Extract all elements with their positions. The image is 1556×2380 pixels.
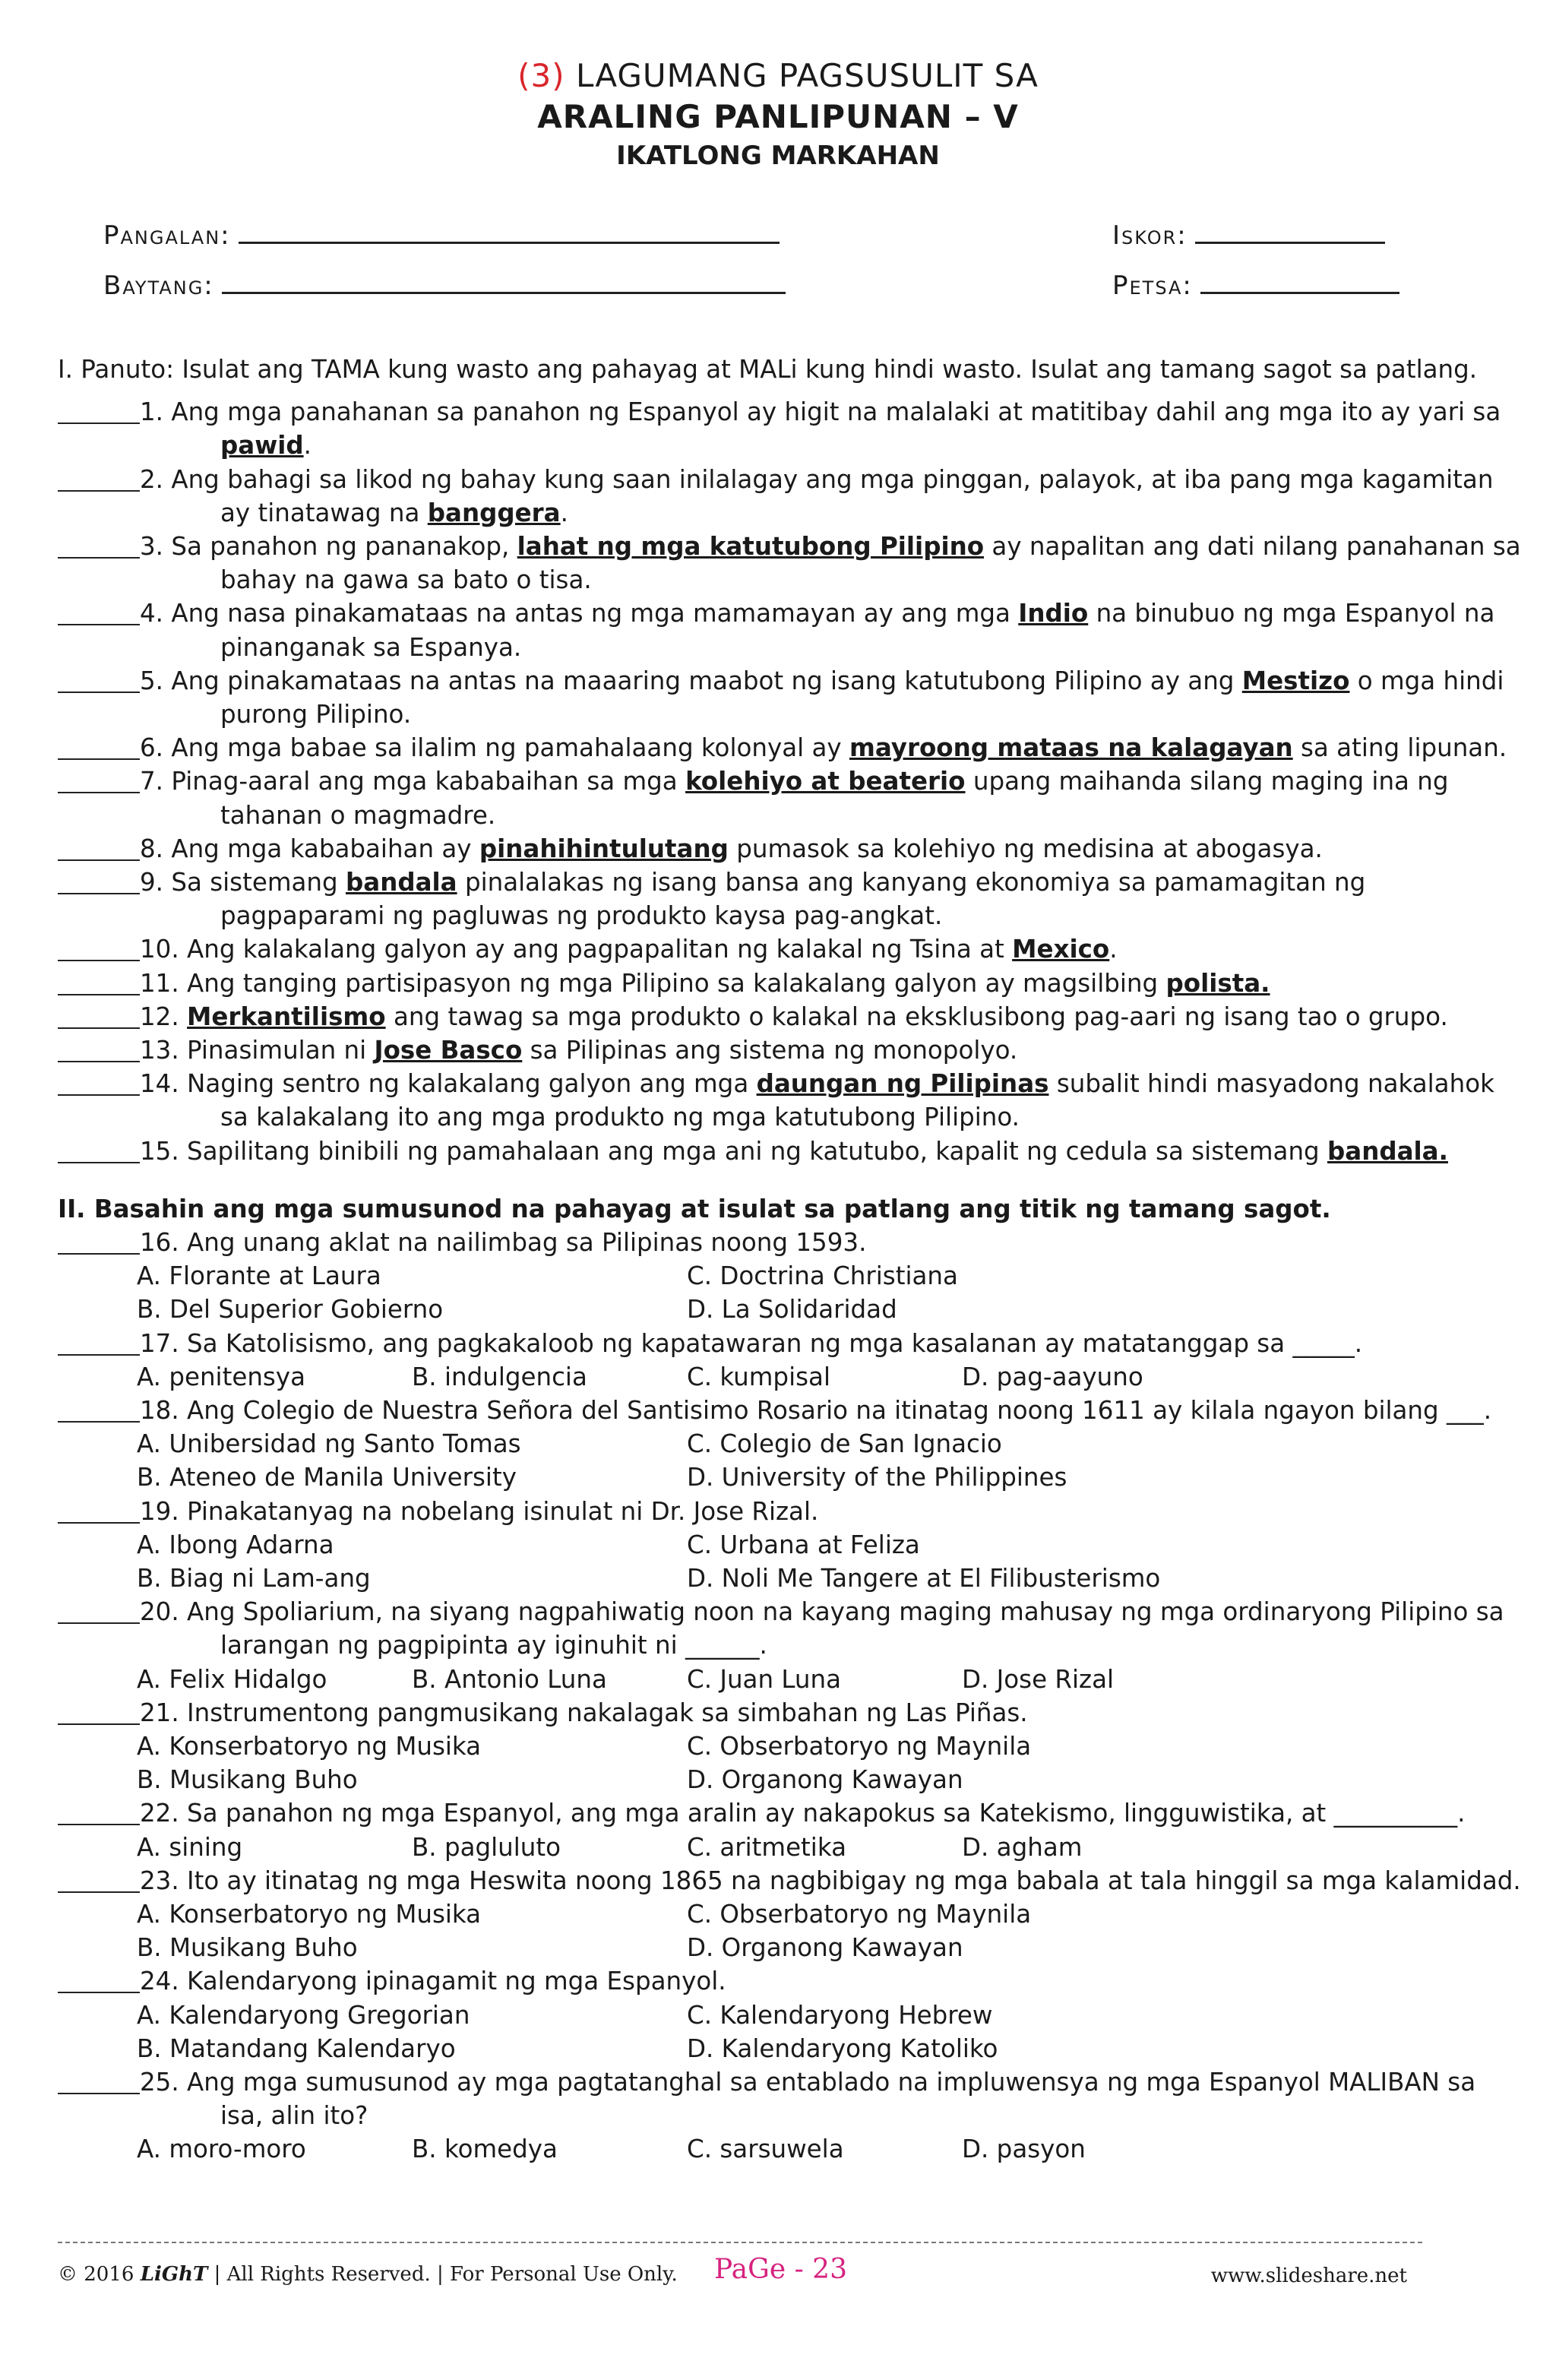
answer-blank[interactable]	[58, 960, 140, 961]
underlined-term: pawid	[220, 431, 304, 460]
choice-option[interactable]: B. Ateneo de Manila University	[137, 1463, 517, 1492]
statement-end: o mga hindi purong Pilipino.	[220, 666, 1504, 730]
choice-option[interactable]: D. Noli Me Tangere at El Filibusterismo	[687, 1564, 1161, 1594]
choice-row	[137, 1293, 1524, 1326]
tf-item	[58, 1033, 1524, 1067]
statement-text: 7. Pinag-aaral ang mga kababaihan sa mga	[140, 767, 678, 796]
rights-text: | All Rights Reserved. | For Personal Use Only.	[213, 2263, 678, 2286]
question-text: 22. Sa panahon ng mga Espanyol, ang mga aralin ay nakapokus sa Katekismo, lingguwistika, at __________.	[140, 1799, 1466, 1828]
statement-end: ay napalitan ang dati nilang panahanan sa bahay na gawa sa bato o tisa.	[220, 532, 1521, 595]
mc-item	[58, 1226, 1524, 1327]
answer-blank[interactable]	[58, 1723, 140, 1725]
statement-text: 2. Ang bahagi sa likod ng bahay kung saan inilalagay ang mga pinggan, palayok, at iba pang mga kagamitan ay tinatawag na	[140, 464, 1494, 527]
tf-statement	[140, 764, 1524, 831]
statement-end: .	[560, 498, 568, 527]
question-text: 21. Instrumentong pangmusikang nakalagak sa simbahan ng Las Piñas.	[140, 1698, 1028, 1727]
tf-statement	[140, 1067, 1524, 1134]
statement-end: na binubuo ng mga Espanyol na pinanganak sa Espanya.	[220, 599, 1495, 662]
question-text: 24. Kalendaryong ipinagamit ng mga Espanyol.	[140, 1967, 726, 1996]
answer-blank[interactable]	[58, 1061, 140, 1062]
tf-item	[58, 932, 1524, 966]
statement-text: 13. Pinasimulan ni	[140, 1036, 367, 1065]
answer-blank[interactable]	[58, 758, 140, 760]
test-number: (3)	[517, 57, 565, 94]
footer-copyright	[58, 2263, 678, 2286]
statement-end: pumasok sa kolehiyo ng medisina at abogasya.	[736, 834, 1323, 863]
choice-option[interactable]: A. Florante at Laura	[137, 1261, 381, 1291]
question-text: 20. Ang Spoliarium, na siyang nagpahiwatig noon na kayang maging mahusay ng mga ordinaryong Pilipino sa larangan ng pagpipinta ay iginuhit ni ______.	[140, 1597, 1504, 1660]
answer-blank[interactable]	[58, 1622, 140, 1624]
choice-option[interactable]: D. pag-aayuno	[962, 1362, 1143, 1391]
choice-option[interactable]: D. pasyon	[962, 2135, 1086, 2164]
choice-option[interactable]: C. Obserbatoryo ng Maynila	[687, 1732, 1032, 1761]
answer-blank[interactable]	[58, 490, 140, 492]
choice-option[interactable]: A. Konserbatoryo ng Musika	[137, 1899, 482, 1929]
name-label: Pangalan:	[103, 220, 231, 251]
statement-end: pinalalakas ng isang bansa ang kanyang ekonomiya sa pamamagitan ng pagpaparami ng pagluwas ng produkto kaysa pag-angkat.	[220, 868, 1366, 931]
choice-option[interactable]: D. University of the Philippines	[687, 1463, 1067, 1492]
brand-name: LiGhT	[140, 2263, 208, 2286]
tf-item	[58, 530, 1524, 597]
name-blank[interactable]	[239, 216, 780, 244]
answer-blank[interactable]	[58, 1253, 140, 1255]
answer-blank[interactable]	[58, 624, 140, 625]
underlined-term: bandala	[346, 868, 457, 897]
tf-item	[58, 395, 1524, 462]
tf-statement	[140, 1033, 1524, 1067]
tf-statement	[140, 1135, 1524, 1168]
tf-statement	[140, 866, 1524, 932]
score-label: Iskor:	[1112, 220, 1188, 251]
answer-blank[interactable]	[58, 1094, 140, 1096]
footer-divider	[58, 2242, 1422, 2243]
choice-option[interactable]: C. Juan Luna	[687, 1664, 842, 1694]
mc-item	[58, 2065, 1524, 2166]
tf-item	[58, 664, 1524, 731]
statement-text: 12.	[140, 1002, 179, 1031]
choice-row	[137, 1663, 1524, 1696]
underlined-term: Indio	[1018, 599, 1089, 628]
grade-label: Baytang:	[103, 271, 214, 301]
choice-option[interactable]: B. Musikang Buho	[137, 1765, 358, 1795]
choice-option[interactable]: C. Kalendaryong Hebrew	[687, 2000, 993, 2030]
part2-items	[58, 1226, 1524, 2166]
underlined-term: bandala.	[1327, 1136, 1448, 1166]
choice-option[interactable]: D. La Solidaridad	[687, 1295, 897, 1325]
mc-item	[58, 1495, 1524, 1596]
subject-title: ARALING PANLIPUNAN – V	[537, 98, 1019, 135]
choice-row	[137, 1562, 1524, 1595]
choice-option[interactable]: B. komedya	[412, 2135, 558, 2164]
statement-end: ang tawag sa mga produkto o kalakal na eksklusibong pag-aari ng isang tao o grupo.	[393, 1002, 1448, 1031]
choice-option[interactable]: A. sining	[137, 1832, 243, 1862]
choice-option[interactable]: A. Felix Hidalgo	[137, 1664, 327, 1694]
quarter-title: IKATLONG MARKAHAN	[616, 141, 940, 171]
statement-text: 15. Sapilitang binibili ng pamahalaan ang mga ani ng katutubo, kapalit ng cedula sa sistemang	[140, 1136, 1320, 1166]
choice-row	[137, 1831, 1524, 1864]
question-text: 23. Ito ay itinatag ng mga Heswita noong 1865 na nagbibigay ng mga babala at tala hinggil sa mga kalamidad.	[140, 1866, 1521, 1895]
answer-blank[interactable]	[58, 893, 140, 894]
choice-option[interactable]: C. Doctrina Christiana	[687, 1261, 958, 1291]
mc-item	[58, 1864, 1524, 1965]
answer-blank[interactable]	[58, 1421, 140, 1423]
question-text: 25. Ang mga sumusunod ay mga pagtatanghal sa entablado na impluwensya ng mga Espanyol MALIBAN sa isa, alin ito?	[140, 2067, 1476, 2131]
underlined-term: pinahihintulutang	[479, 834, 729, 863]
choice-option[interactable]: A. Konserbatoryo ng Musika	[137, 1732, 482, 1761]
document-header	[0, 55, 1556, 175]
underlined-term: Jose Basco	[374, 1036, 523, 1065]
name-field[interactable]	[103, 216, 780, 251]
tf-item	[58, 832, 1524, 866]
tf-item	[58, 463, 1524, 530]
answer-blank[interactable]	[58, 557, 140, 559]
choice-option[interactable]: C. Urbana at Feliza	[687, 1530, 920, 1559]
part1-items	[58, 395, 1524, 1168]
mc-item	[58, 1696, 1524, 1797]
tf-statement	[140, 967, 1524, 1000]
tf-item	[58, 1000, 1524, 1033]
statement-end: upang maihanda silang maging ina ng tahanan o magmadre.	[220, 767, 1449, 830]
grade-blank[interactable]	[222, 266, 786, 294]
choice-row	[137, 1763, 1524, 1796]
choice-option[interactable]: D. agham	[962, 1832, 1083, 1862]
tf-item	[58, 1135, 1524, 1168]
statement-text: 4. Ang nasa pinakamataas na antas ng mga mamamayan ay ang mga	[140, 599, 1010, 628]
date-label: Petsa:	[1112, 271, 1193, 301]
statement-end: .	[1109, 935, 1118, 964]
choice-row	[137, 1931, 1524, 1964]
choice-row	[137, 1528, 1524, 1562]
test-title	[0, 55, 1556, 97]
copyright-text: © 2016	[58, 2263, 134, 2286]
statement-text: 1. Ang mga panahanan sa panahon ng Espanyol ay higit na malalaki at matitibay dahil ang mga ito ay yari sa	[140, 397, 1501, 427]
tf-statement	[140, 597, 1524, 663]
underlined-term: Mestizo	[1241, 666, 1350, 695]
question-text: 17. Sa Katolisismo, ang pagkakaloob ng kapatawaran ng mga kasalanan ay matatanggap sa _____.	[140, 1328, 1363, 1358]
date-field[interactable]	[1112, 266, 1399, 301]
answer-blank[interactable]	[58, 792, 140, 793]
statement-end: sa ating lipunan.	[1301, 733, 1507, 763]
test-content	[58, 353, 1524, 2166]
choice-row	[137, 2132, 1524, 2166]
choice-option[interactable]: A. Ibong Adarna	[137, 1530, 334, 1559]
choice-row	[137, 1897, 1524, 1931]
date-blank[interactable]	[1200, 266, 1399, 294]
answer-blank[interactable]	[58, 1824, 140, 1825]
choice-option[interactable]: B. Antonio Luna	[412, 1664, 607, 1694]
answer-blank[interactable]	[58, 692, 140, 693]
choice-option[interactable]: C. kumpisal	[687, 1362, 830, 1391]
mc-item	[58, 1796, 1524, 1863]
tf-item	[58, 597, 1524, 663]
choice-option[interactable]: C. aritmetika	[687, 1832, 846, 1862]
statement-text: 14. Naging sentro ng kalakalang galyon ang mga	[140, 1069, 749, 1099]
question-text: 16. Ang unang aklat na nailimbag sa Pilipinas noong 1593.	[140, 1228, 867, 1258]
answer-blank[interactable]	[58, 1522, 140, 1524]
tf-statement	[140, 832, 1524, 866]
underlined-term: Mexico	[1012, 935, 1110, 964]
tf-item	[58, 967, 1524, 1000]
grade-field[interactable]	[103, 266, 786, 301]
choice-row	[137, 1427, 1524, 1461]
choice-option[interactable]: A. Kalendaryong Gregorian	[137, 2000, 470, 2030]
choice-row	[137, 1360, 1524, 1394]
choice-row	[137, 1999, 1524, 2032]
choice-option[interactable]: D. Kalendaryong Katoliko	[687, 2033, 998, 2063]
statement-text: 9. Sa sistemang	[140, 868, 338, 897]
score-field[interactable]	[1112, 216, 1385, 251]
choice-option[interactable]: D. Organong Kawayan	[687, 1933, 963, 1963]
choice-option[interactable]: C. sarsuwela	[687, 2135, 844, 2164]
statement-end: subalit hindi masyadong nakalahok sa kalakalang ito ang mga produkto ng mga katutubong Pilipino.	[220, 1069, 1494, 1132]
choice-option[interactable]: C. Obserbatoryo ng Maynila	[687, 1899, 1032, 1929]
underlined-term: mayroong mataas na kalagayan	[849, 733, 1293, 763]
answer-blank[interactable]	[58, 1992, 140, 1993]
choice-option[interactable]: B. Matandang Kalendaryo	[137, 2033, 456, 2063]
choice-option[interactable]: C. Colegio de San Ignacio	[687, 1429, 1002, 1459]
choice-row	[137, 1259, 1524, 1293]
choice-option[interactable]: B. Biag ni Lam-ang	[137, 1564, 371, 1594]
underlined-term: Merkantilismo	[187, 1002, 386, 1031]
choice-option[interactable]: A. moro-moro	[137, 2135, 306, 2164]
tf-item	[58, 866, 1524, 932]
mc-item	[58, 1595, 1524, 1696]
site-url[interactable]: www.slideshare.net	[1210, 2264, 1407, 2287]
mc-item	[58, 1327, 1524, 1394]
answer-blank[interactable]	[58, 1891, 140, 1893]
choice-row	[137, 2032, 1524, 2065]
statement-text: 3. Sa panahon ng pananakop,	[140, 532, 510, 562]
answer-blank[interactable]	[58, 423, 140, 424]
page-number: PaGe - 23	[714, 2254, 847, 2285]
underlined-term: lahat ng mga katutubong Pilipino	[517, 532, 985, 562]
choice-option[interactable]: B. indulgencia	[412, 1362, 587, 1391]
tf-statement	[140, 1000, 1524, 1033]
statement-text: 6. Ang mga babae sa ilalim ng pamahalaang kolonyal ay	[140, 733, 842, 763]
tf-statement	[140, 664, 1524, 731]
answer-blank[interactable]	[58, 1027, 140, 1029]
choice-option[interactable]: A. Unibersidad ng Santo Tomas	[137, 1429, 521, 1459]
choice-option[interactable]: B. Del Superior Gobierno	[137, 1295, 444, 1325]
statement-text: 10. Ang kalakalang galyon ay ang pagpapalitan ng kalakal ng Tsina at	[140, 935, 1004, 964]
tf-statement	[140, 731, 1524, 764]
part1-instruction: I. Panuto: Isulat ang TAMA kung wasto ang pahayag at MALi kung hindi wasto. Isulat ang tamang sagot sa patlang.	[58, 355, 1478, 384]
statement-text: 11. Ang tanging partisipasyon ng mga Pilipino sa kalakalang galyon ay magsilbing	[140, 968, 1159, 998]
underlined-term: kolehiyo at beaterio	[685, 767, 966, 796]
choice-option[interactable]: B. pagluluto	[412, 1832, 561, 1862]
question-text: 19. Pinakatanyag na nobelang isinulat ni Dr. Jose Rizal.	[140, 1496, 819, 1526]
underlined-term: polista.	[1165, 968, 1270, 998]
underlined-term: banggera	[427, 498, 561, 527]
choice-row	[137, 1461, 1524, 1494]
choice-option[interactable]: D. Organong Kawayan	[687, 1765, 963, 1795]
underlined-term: daungan ng Pilipinas	[756, 1069, 1049, 1099]
score-blank[interactable]	[1195, 216, 1385, 244]
statement-end: sa Pilipinas ang sistema ng monopolyo.	[530, 1036, 1018, 1065]
part2-instruction: II. Basahin ang mga sumusunod na pahayag at isulat sa patlang ang titik ng tamang sagot.	[58, 1194, 1331, 1223]
tf-statement	[140, 395, 1524, 462]
choice-row	[137, 1730, 1524, 1763]
answer-blank[interactable]	[58, 994, 140, 995]
answer-blank[interactable]	[58, 859, 140, 861]
choice-option[interactable]: D. Jose Rizal	[962, 1664, 1115, 1694]
tf-statement	[140, 932, 1524, 966]
mc-item	[58, 1964, 1524, 2065]
tf-statement	[140, 463, 1524, 530]
choice-option[interactable]: A. penitensya	[137, 1362, 305, 1391]
statement-text: 8. Ang mga kababaihan ay	[140, 834, 472, 863]
tf-item	[58, 731, 1524, 764]
answer-blank[interactable]	[58, 1354, 140, 1356]
statement-end: .	[303, 431, 312, 460]
question-text: 18. Ang Colegio de Nuestra Señora del Santisimo Rosario na itinatag noong 1611 ay kilala ngayon bilang ___.	[140, 1396, 1492, 1426]
tf-item	[58, 764, 1524, 831]
choice-option[interactable]: B. Musikang Buho	[137, 1933, 358, 1963]
tf-item	[58, 1067, 1524, 1134]
answer-blank[interactable]	[58, 2093, 140, 2094]
tf-statement	[140, 530, 1524, 597]
mc-item	[58, 1394, 1524, 1495]
statement-text: 5. Ang pinakamataas na antas na maaaring maabot ng isang katutubong Pilipino ay ang	[140, 666, 1235, 695]
answer-blank[interactable]	[58, 1162, 140, 1163]
test-title-text: LAGUMANG PAGSUSULIT SA	[575, 57, 1039, 94]
